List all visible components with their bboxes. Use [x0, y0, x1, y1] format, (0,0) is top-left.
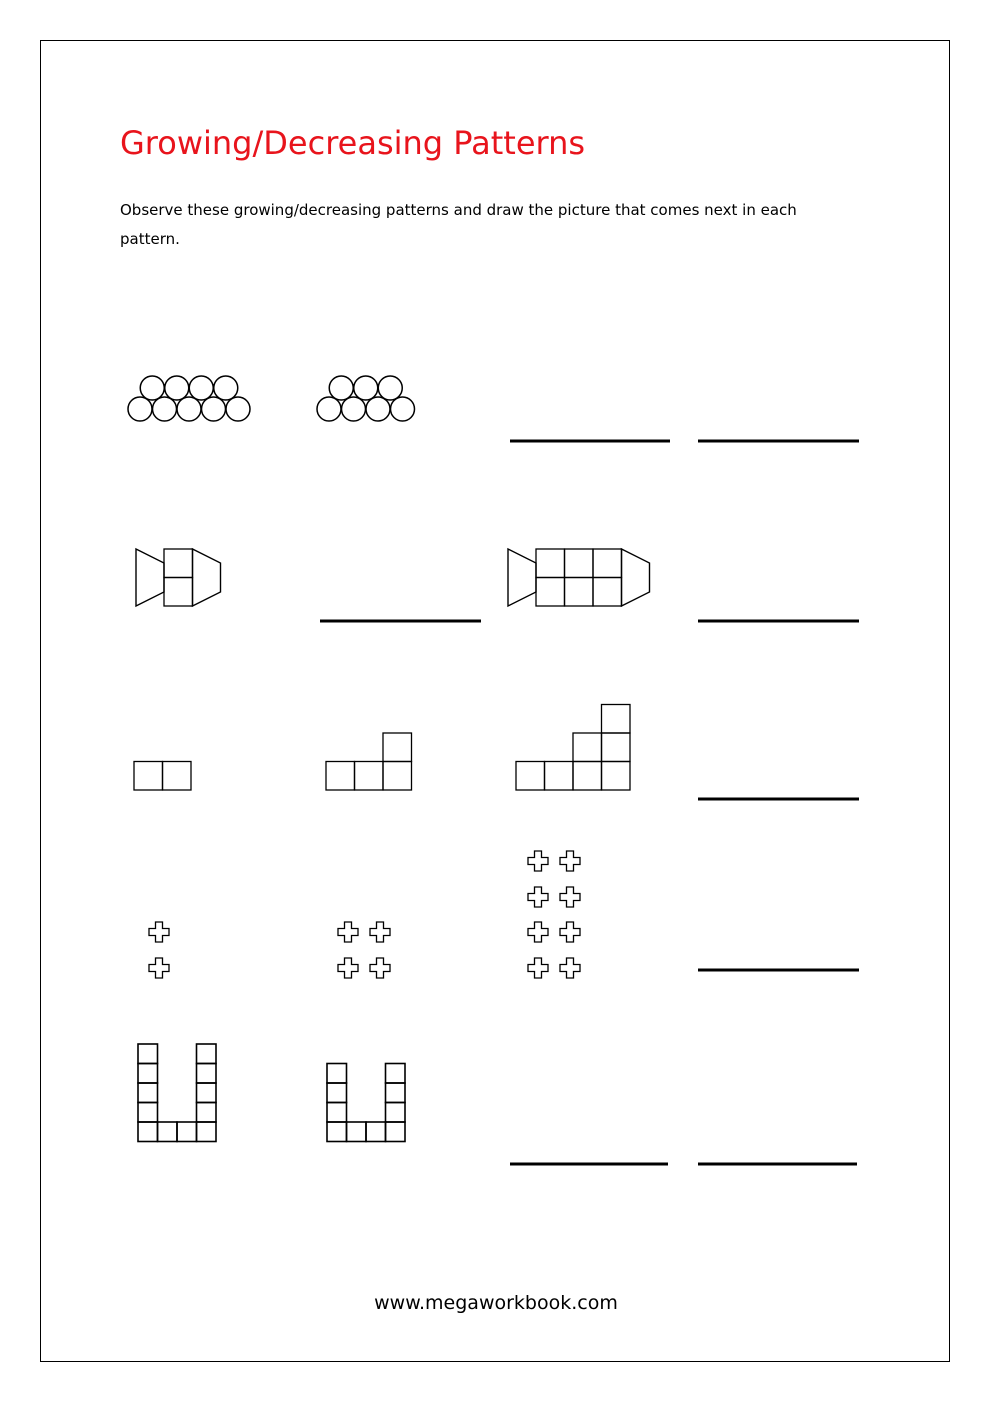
rocket-figure-3	[508, 549, 650, 606]
plus-icon	[528, 851, 548, 871]
square	[197, 1103, 217, 1123]
plus-icon	[338, 958, 358, 978]
rocket-tail	[508, 549, 536, 606]
square	[327, 1122, 347, 1142]
plus-icon	[370, 922, 390, 942]
square	[138, 1122, 158, 1142]
square	[386, 1064, 406, 1084]
square	[383, 762, 412, 791]
square	[138, 1064, 158, 1084]
square	[565, 578, 594, 607]
circle	[214, 376, 238, 400]
square	[545, 762, 574, 791]
plus-icon	[370, 958, 390, 978]
plus-icon	[560, 958, 580, 978]
rocket-nose	[193, 549, 221, 606]
square	[197, 1044, 217, 1064]
plus-icon	[560, 851, 580, 871]
plus-icon	[528, 887, 548, 907]
square	[163, 762, 192, 791]
u-shape-figure-2	[327, 1064, 405, 1142]
square	[355, 762, 384, 791]
circle	[202, 397, 226, 421]
circle	[329, 376, 353, 400]
plus-figure-2	[338, 922, 390, 978]
circle	[165, 376, 189, 400]
circle	[317, 397, 341, 421]
square	[386, 1122, 406, 1142]
square	[565, 549, 594, 578]
plus-figure-1	[149, 922, 169, 978]
pattern-row-plus	[149, 851, 580, 978]
staircase-figure-1	[134, 762, 191, 791]
staircase-figure-3	[516, 705, 630, 791]
square	[602, 705, 631, 734]
pattern-row-staircase	[134, 705, 630, 791]
square	[327, 1103, 347, 1123]
square	[327, 1083, 347, 1103]
square	[138, 1083, 158, 1103]
square	[602, 762, 631, 791]
pattern-row-circles	[128, 376, 415, 421]
footer-url: www.megaworkbook.com	[374, 1292, 618, 1314]
worksheet-title: Growing/Decreasing Patterns	[120, 124, 586, 162]
circle	[128, 397, 152, 421]
square	[158, 1122, 178, 1142]
square	[164, 578, 193, 607]
staircase-figure-2	[326, 733, 412, 790]
square	[536, 549, 565, 578]
circle	[177, 397, 201, 421]
rocket-tail	[136, 549, 164, 606]
plus-icon	[560, 887, 580, 907]
square	[386, 1083, 406, 1103]
u-shape-figure-1	[138, 1044, 216, 1142]
circle	[140, 376, 164, 400]
plus-icon	[560, 922, 580, 942]
circle	[378, 376, 402, 400]
circle	[153, 397, 177, 421]
pattern-row-u-shape	[138, 1044, 405, 1142]
square	[138, 1103, 158, 1123]
plus-icon	[528, 958, 548, 978]
square	[347, 1122, 367, 1142]
square	[573, 733, 602, 762]
circle	[189, 376, 213, 400]
square	[327, 1064, 347, 1084]
square	[138, 1044, 158, 1064]
circle	[342, 397, 366, 421]
square	[536, 578, 565, 607]
pattern-row-rocket	[136, 549, 650, 606]
plus-icon	[338, 922, 358, 942]
square	[386, 1103, 406, 1123]
circle	[354, 376, 378, 400]
circle	[226, 397, 250, 421]
square	[602, 733, 631, 762]
plus-icon	[149, 958, 169, 978]
square	[326, 762, 355, 791]
circle-group-1	[128, 376, 250, 421]
square	[164, 549, 193, 578]
square	[197, 1122, 217, 1142]
square	[573, 762, 602, 791]
rocket-figure-1	[136, 549, 221, 606]
square	[134, 762, 163, 791]
square	[197, 1083, 217, 1103]
square	[593, 549, 622, 578]
circle	[391, 397, 415, 421]
instructions-text: Observe these growing/decreasing patterns and draw the picture that comes next in each pattern.	[120, 201, 797, 248]
square	[197, 1064, 217, 1084]
square	[593, 578, 622, 607]
square	[516, 762, 545, 791]
rocket-nose	[622, 549, 650, 606]
plus-figure-3	[528, 851, 580, 978]
circle	[366, 397, 390, 421]
plus-icon	[528, 922, 548, 942]
circle-group-2	[317, 376, 415, 421]
square	[383, 733, 412, 762]
square	[177, 1122, 197, 1142]
square	[366, 1122, 386, 1142]
plus-icon	[149, 922, 169, 942]
